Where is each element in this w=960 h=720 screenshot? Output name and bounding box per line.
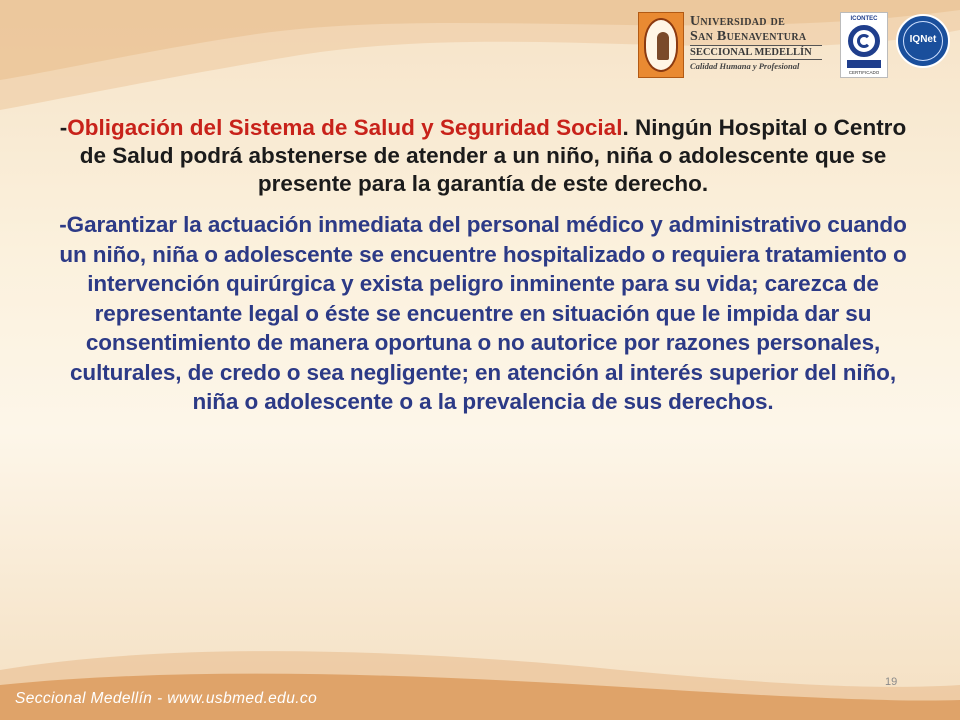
footer-website: Seccional Medellín - www.usbmed.edu.co	[15, 690, 318, 707]
university-name	[690, 14, 822, 72]
slide-content	[58, 114, 908, 417]
paragraph-text: Garantizar la actuación inmediata del personal médico y administrativo cuando un niño, niña o adolescente se encuentre hospitalizado o requiera tratamiento o intervención quirúrgica y exista peligro inminente para su vida; carezca de representante legal o éste se encuentre en situación que le impida dar su consentimiento de manera oportuna o no autorice por razones personales, culturales, de credo o sea negligente; en atención al interés superior del niño, niña o adolescente o a la prevalencia de sus derechos.	[59, 212, 907, 414]
university-name-line2: San Buenaventura	[690, 29, 807, 44]
university-name-line1: Universidad de	[690, 14, 786, 29]
university-motto: Calidad Humana y Profesional	[690, 61, 800, 71]
university-crest-icon	[638, 12, 684, 78]
icontec-certification-icon	[840, 12, 888, 78]
icontec-certified-label: CERTIFICADO	[848, 70, 880, 75]
iqnet-certification-icon	[896, 14, 950, 68]
paragraph-health-system-obligation	[58, 114, 908, 198]
bullet-dash: -	[59, 115, 68, 140]
certification-logos	[840, 12, 952, 78]
highlighted-heading: Obligación del Sistema de Salud y Seguridad Social	[67, 115, 623, 140]
page-number: 19	[885, 676, 898, 688]
paragraph-text: . Ningún Hospital o Centro de Salud podrá abstenerse de atender a un niño, niña o adolescente que se presente para la garantía de este derecho.	[79, 115, 907, 196]
university-logo	[638, 12, 822, 78]
bullet-dash: -	[59, 212, 67, 237]
university-seccional: SECCIONAL MEDELLÍN	[690, 45, 822, 60]
paragraph-medical-action	[58, 210, 908, 417]
icontec-label: ICONTEC	[850, 16, 878, 22]
iqnet-label: IQNet	[909, 34, 937, 45]
